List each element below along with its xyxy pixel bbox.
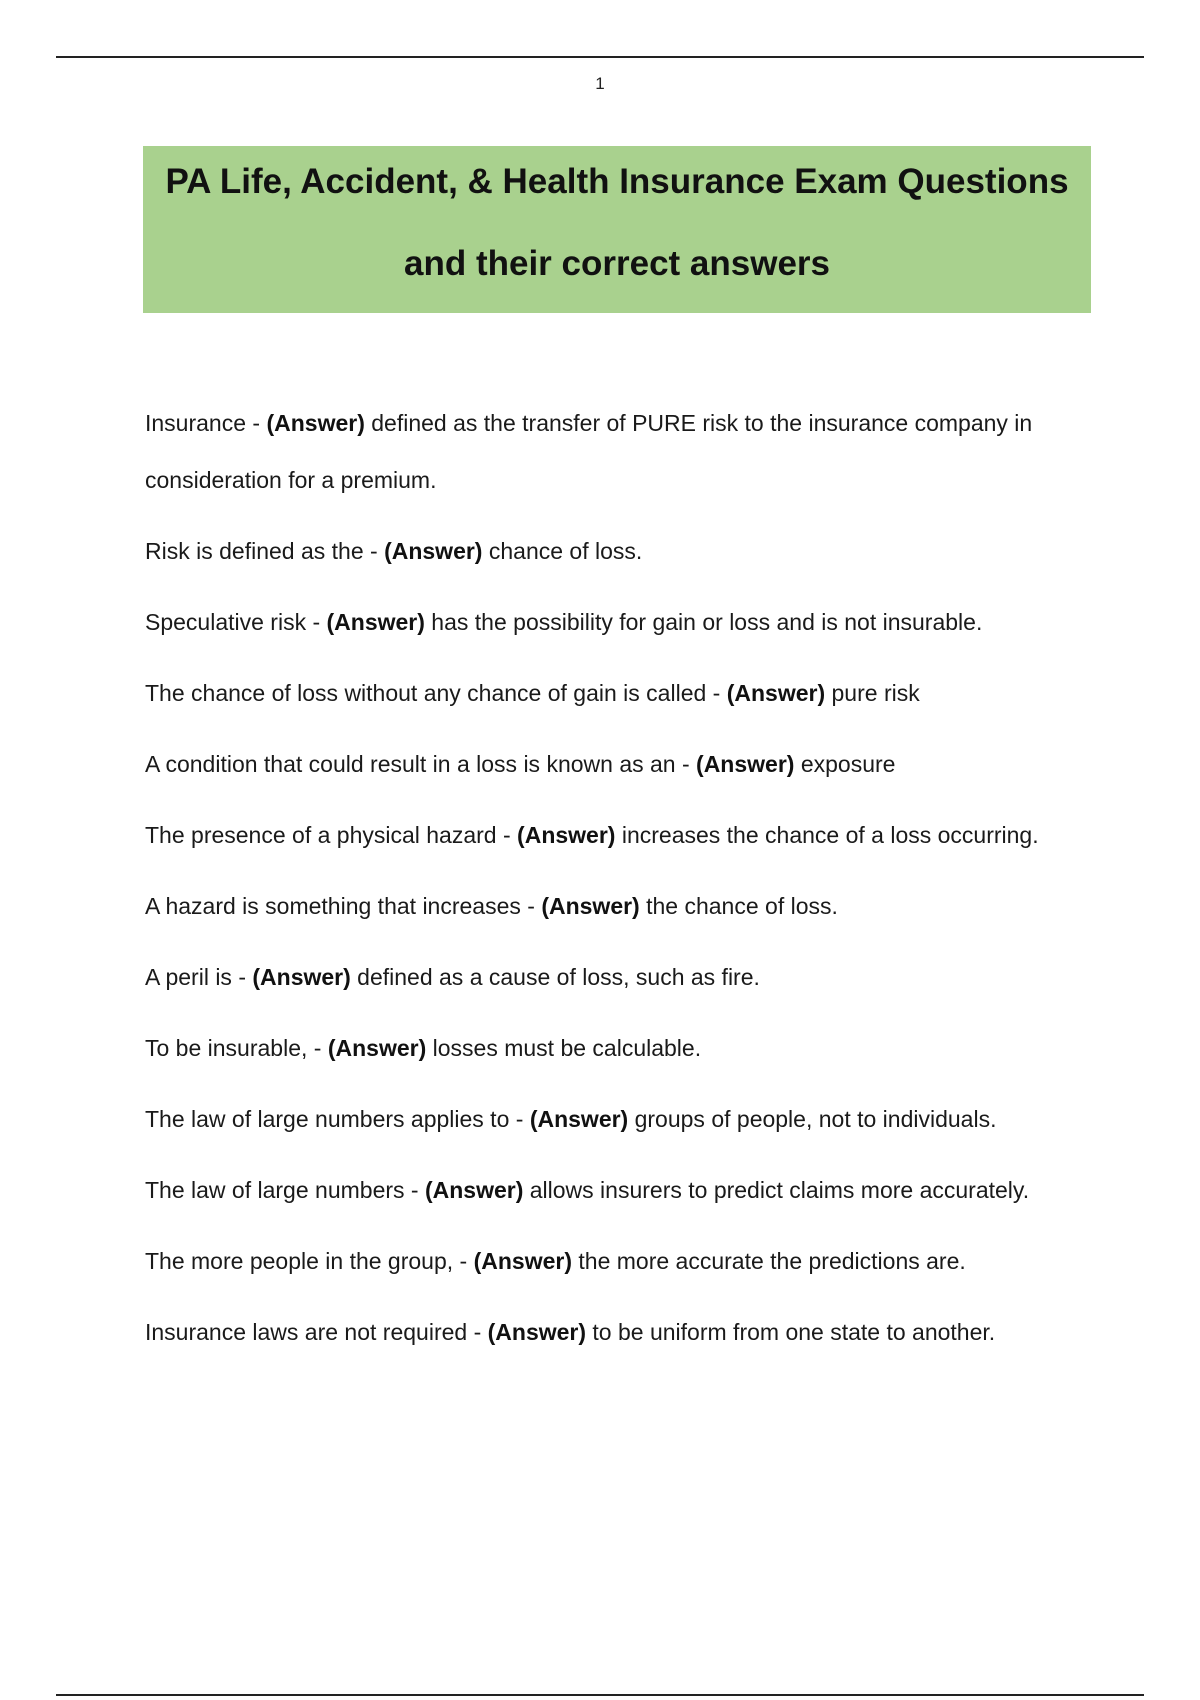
answer-marker: (Answer) [541,893,640,919]
qa-item [145,395,1105,509]
qa-item [145,736,1105,793]
answer-marker: (Answer) [529,1106,629,1132]
question-text: A peril is - [145,964,253,990]
qa-item [145,1162,1105,1219]
answer-text: pure risk [825,680,920,706]
footer-rule [56,1694,1144,1696]
qa-list [145,395,1105,1375]
answer-marker: (Answer) [424,1177,524,1203]
answer-text: has the possibility for gain or loss and is not insurable. [424,609,983,635]
qa-item [145,1020,1105,1077]
answer-marker: (Answer) [517,822,616,848]
qa-item [145,1091,1105,1148]
qa-item [145,807,1105,864]
question-text: The more people in the group, - [145,1248,474,1274]
answer-text: losses must be calculable. [426,1035,702,1061]
question-text: Risk is defined as the - [145,538,385,564]
answer-marker: (Answer) [384,538,483,564]
qa-item [145,665,1105,722]
answer-text: to be uniform from one state to another. [586,1319,996,1345]
question-text: The law of large numbers - [145,1177,425,1203]
question-text: A condition that could result in a loss is known as an - [145,751,697,777]
answer-text: allows insurers to predict claims more accurately. [523,1177,1030,1203]
title-block [143,146,1091,313]
qa-item [145,523,1105,580]
qa-item [145,1233,1105,1290]
answer-marker: (Answer) [487,1319,587,1345]
qa-item [145,949,1105,1006]
qa-item [145,1304,1105,1361]
answer-text: the more accurate the predictions are. [572,1248,966,1274]
answer-marker: (Answer) [696,751,795,777]
question-text: Insurance - [145,410,267,436]
answer-text: increases the chance of a loss occurring. [615,822,1039,848]
answer-marker: (Answer) [326,609,425,635]
question-text: The law of large numbers applies to - [145,1106,530,1132]
question-text: To be insurable, - [145,1035,328,1061]
qa-item [145,878,1105,935]
answer-text: defined as the transfer of PURE risk to the insurance company in consideration for a premium. [145,410,1033,493]
question-text: The presence of a physical hazard - [145,822,518,848]
question-text: Insurance laws are not required - [145,1319,488,1345]
page-number: 1 [595,74,605,93]
question-text: The chance of loss without any chance of gain is called - [145,680,727,706]
answer-marker: (Answer) [473,1248,572,1274]
answer-marker: (Answer) [327,1035,427,1061]
header-rule [56,56,1144,58]
answer-text: chance of loss. [482,538,643,564]
question-text: A hazard is something that increases - [145,893,542,919]
title-line-1: PA Life, Accident, & Health Insurance Exam Questions [165,162,1069,201]
title-line-2: and their correct answers [404,244,830,283]
answer-marker: (Answer) [252,964,351,990]
answer-text: exposure [794,751,896,777]
answer-marker: (Answer) [726,680,826,706]
question-text: Speculative risk - [145,609,327,635]
answer-text: groups of people, not to individuals. [628,1106,997,1132]
answer-text: the chance of loss. [639,893,838,919]
answer-text: defined as a cause of loss, such as fire. [350,964,760,990]
answer-marker: (Answer) [266,410,365,436]
qa-item [145,594,1105,651]
